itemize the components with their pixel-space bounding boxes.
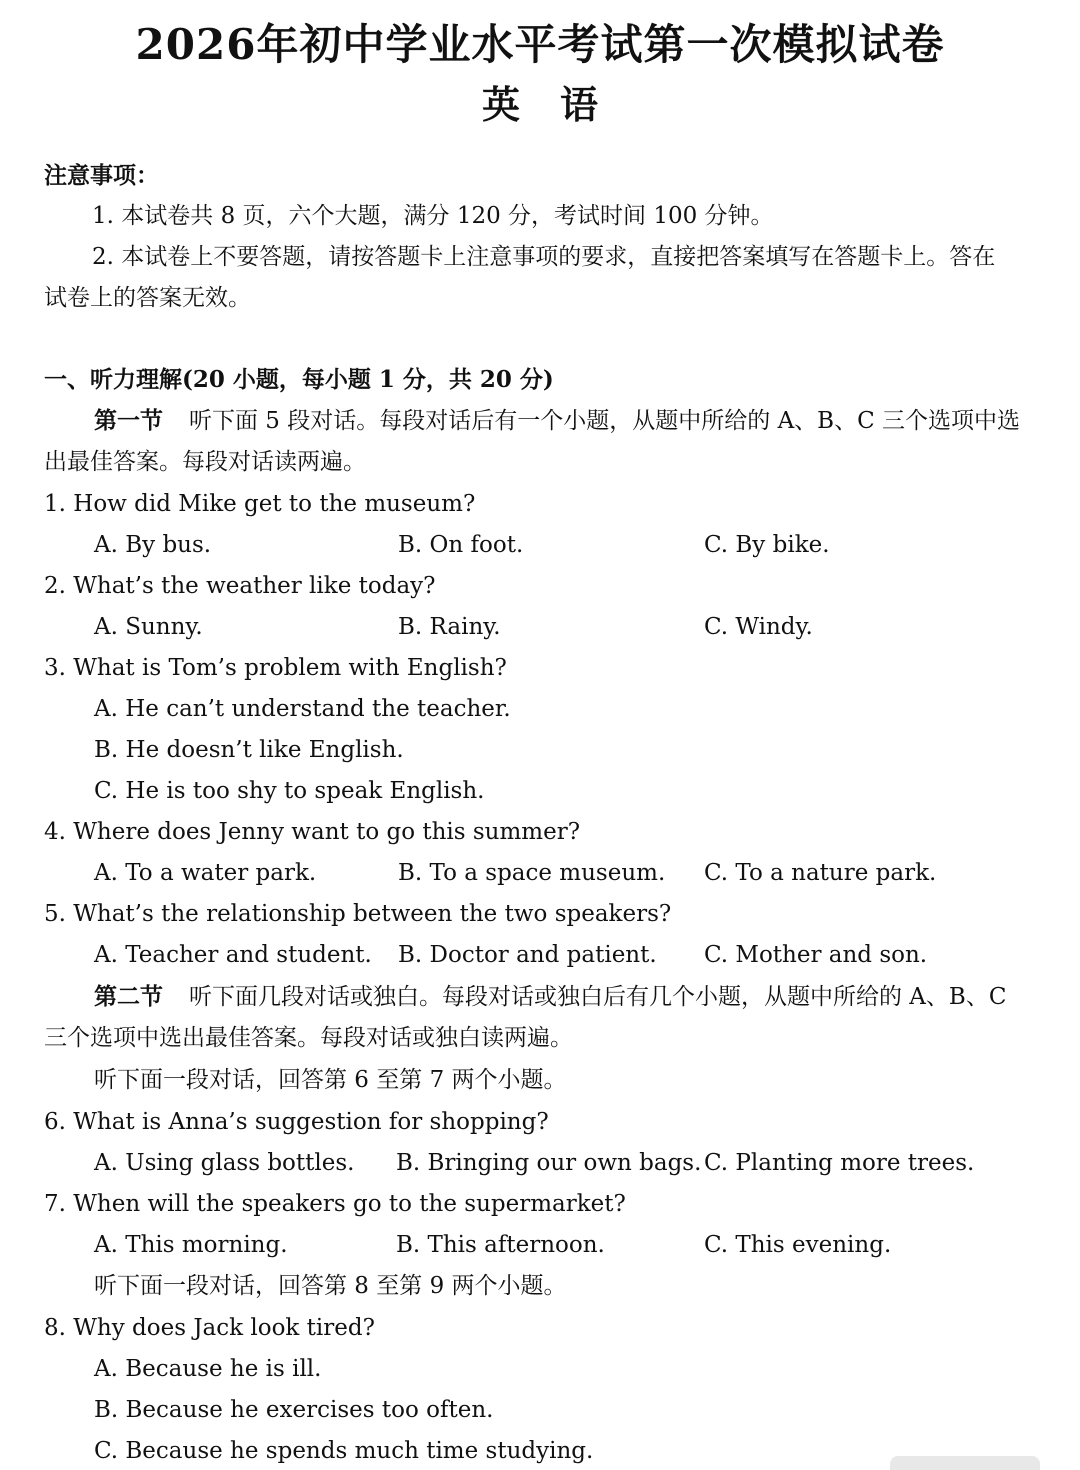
question-number: 1. [44,491,66,517]
q5-option-c: C. Mother and son. [704,942,928,968]
instruction-8-9: 听下面一段对话，回答第 8 至第 9 两个小题。 [94,1273,567,1299]
watermark-smudge [890,1456,1040,1470]
question-5 [44,898,671,930]
q4-option-b: B. To a space museum. [398,860,666,886]
q6-option-a: A. Using glass bottles. [94,1150,355,1176]
q7-option-a: A. This morning. [94,1232,288,1258]
question-2 [44,570,435,602]
section2-label: 第二节 [94,983,163,1010]
q2-option-b: B. Rainy. [398,614,501,640]
question-number: 7. [44,1191,66,1217]
part1-heading: 一、听力理解(20 小题，每小题 1 分，共 20 分) [44,366,554,393]
question-1 [44,488,475,520]
q6-option-b: B. Bringing our own bags. [396,1150,702,1176]
q2-option-a: A. Sunny. [94,614,203,640]
question-number: 8. [44,1315,66,1341]
notice-heading: 注意事项： [44,162,159,189]
notice-item-2: 2. 本试卷上不要答题，请按答题卡上注意事项的要求，直接把答案填写在答题卡上。答在 [92,244,996,270]
question-number: 3. [44,655,66,681]
section2-instructions [94,981,1006,1013]
section1-text-cont: 出最佳答案。每段对话读两遍。 [44,449,366,475]
q3-option-c: C. He is too shy to speak English. [94,778,485,804]
q5-option-a: A. Teacher and student. [94,942,372,968]
q8-option-c: C. Because he spends much time studying. [94,1438,594,1464]
q3-option-a: A. He can’t understand the teacher. [94,696,511,722]
subject-title: 英语 [481,82,638,127]
question-text: What is Anna’s suggestion for shopping? [73,1109,549,1135]
question-text: What is Tom’s problem with English? [73,655,507,681]
q4-option-a: A. To a water park. [94,860,317,886]
question-4 [44,816,580,848]
question-number: 4. [44,819,66,845]
q8-option-b: B. Because he exercises too often. [94,1397,494,1423]
q1-option-c: C. By bike. [704,532,830,558]
question-text: Where does Jenny want to go this summer? [73,819,581,845]
section2-text: 听下面几段对话或独白。每段对话或独白后有几个小题，从题中所给的 A、B、C [189,984,1007,1010]
question-text: What’s the weather like today? [73,573,436,599]
instruction-6-7: 听下面一段对话，回答第 6 至第 7 两个小题。 [94,1067,567,1093]
q1-option-b: B. On foot. [398,532,524,558]
q2-option-c: C. Windy. [704,614,813,640]
section1-instructions [94,405,1020,437]
q8-option-a: A. Because he is ill. [94,1356,322,1382]
q7-option-c: C. This evening. [704,1232,892,1258]
question-3 [44,652,507,684]
question-text: What’s the relationship between the two speakers? [73,901,672,927]
question-number: 5. [44,901,66,927]
section2-text-cont: 三个选项中选出最佳答案。每段对话或独白读两遍。 [44,1025,573,1051]
notice-item-1: 1. 本试卷共 8 页，六个大题，满分 120 分，考试时间 100 分钟。 [92,203,774,229]
question-number: 6. [44,1109,66,1135]
q1-option-a: A. By bus. [94,532,212,558]
q3-option-b: B. He doesn’t like English. [94,737,404,763]
q5-option-b: B. Doctor and patient. [398,942,657,968]
section1-label: 第一节 [94,407,163,434]
q4-option-c: C. To a nature park. [704,860,937,886]
question-8 [44,1312,375,1344]
notice-item-2-cont: 试卷上的答案无效。 [44,285,251,311]
section1-text: 听下面 5 段对话。每段对话后有一个小题，从题中所给的 A、B、C 三个选项中选 [189,408,1020,434]
question-6 [44,1106,549,1138]
exam-title: 2026年初中学业水平考试第一次模拟试卷 [135,20,945,69]
q6-option-c: C. Planting more trees. [704,1150,975,1176]
question-text: How did Mike get to the museum? [73,491,476,517]
q7-option-b: B. This afternoon. [396,1232,605,1258]
question-7 [44,1188,626,1220]
question-text: Why does Jack look tired? [73,1315,375,1341]
question-text: When will the speakers go to the supermarket? [73,1191,626,1217]
question-number: 2. [44,573,66,599]
